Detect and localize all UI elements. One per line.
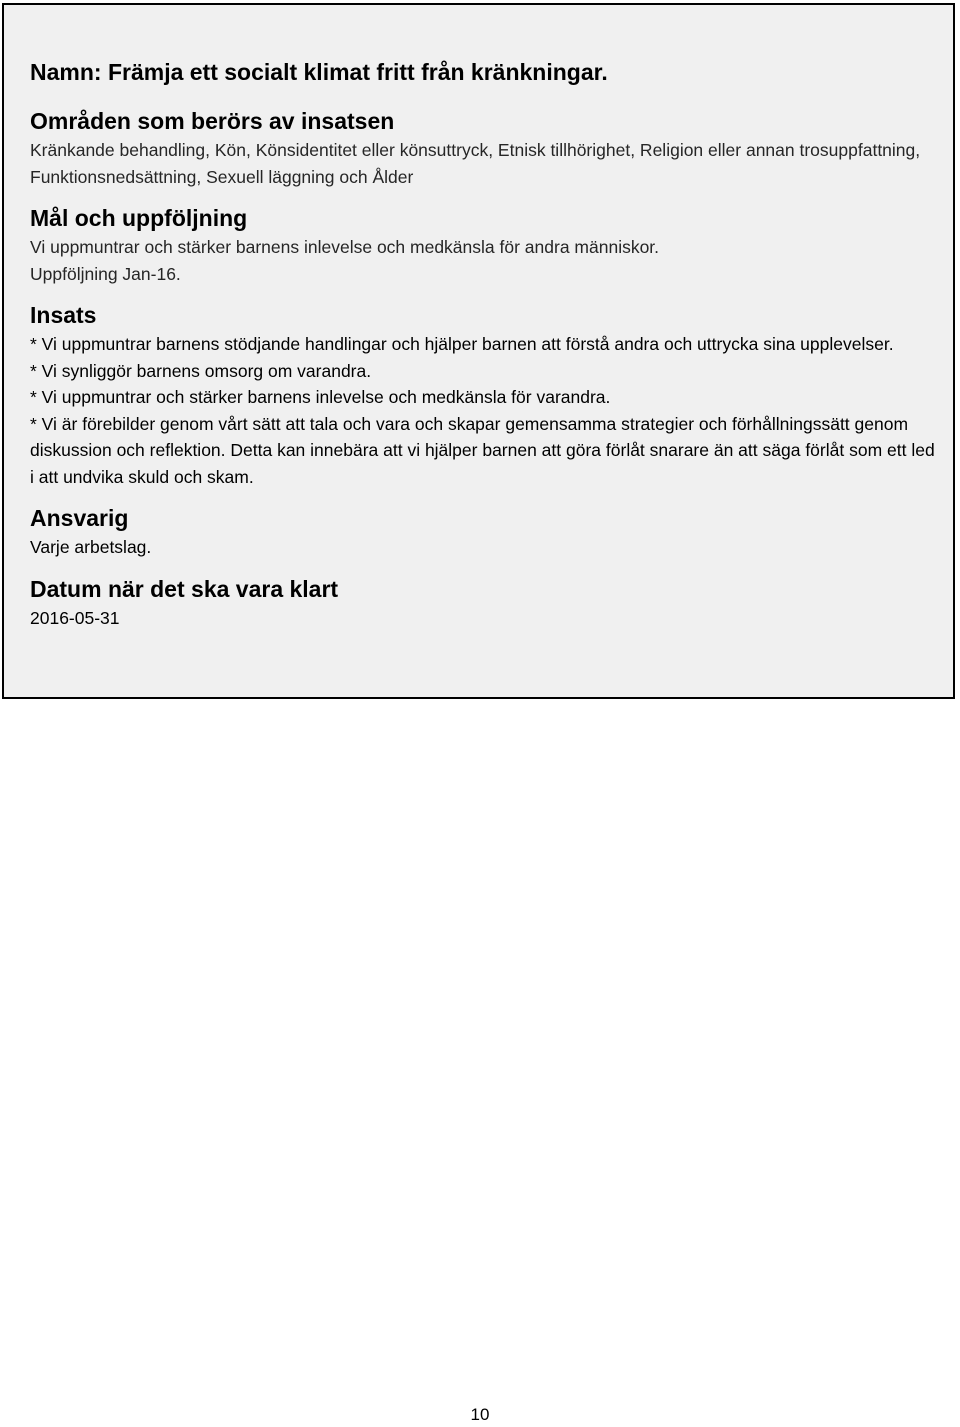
deadline-heading: Datum när det ska vara klart [30,575,339,602]
effort-item: * Vi synliggör barnens omsorg om varandra. [30,360,372,381]
goals-followup: Uppföljning Jan-16. [30,263,181,284]
deadline-date: 2016-05-31 [30,607,120,628]
areas-text: Kränkande behandling, Kön, Könsidentitet eller könsuttryck, Etnisk tillhörighet, Religion eller annan trosuppfattning, Funktionsnedsättning, Sexuell läggning och Ålder [30,140,921,187]
effort-heading: Insats [30,302,97,328]
effort-section [30,299,940,490]
goals-section [30,202,940,287]
deadline-section [30,573,940,632]
measure-box [2,3,955,699]
measure-content [30,55,940,631]
areas-heading: Områden som berörs av insatsen [30,108,395,134]
effort-item: * Vi uppmuntrar barnens stödjande handlingar och hjälper barnen att förstå andra och uttrycka sina upplevelser. [30,334,894,354]
goals-line: Vi uppmuntrar och stärker barnens inlevelse och medkänsla för andra människor. [30,237,660,257]
responsible-heading: Ansvarig [30,505,129,531]
measure-title: Namn: Främja ett socialt klimat fritt från kränkningar. [30,59,608,85]
goals-heading: Mål och uppföljning [30,205,248,231]
responsible-text: Varje arbetslag. [30,537,152,557]
areas-section [30,105,940,190]
effort-item: * Vi uppmuntrar och stärker barnens inlevelse och medkänsla för varandra. [30,387,611,407]
page-number: 10 [470,1405,490,1424]
effort-item: * Vi är förebilder genom vårt sätt att tala och vara och skapar gemensamma strategier och förhållningssätt genom diskussion och reflektion. Detta kan innebära att vi hjälper barnen att göra förlåt snarare än att säga förlåt som ett led i att undvika skuld och skam. [30,413,935,487]
responsible-section [30,502,940,561]
